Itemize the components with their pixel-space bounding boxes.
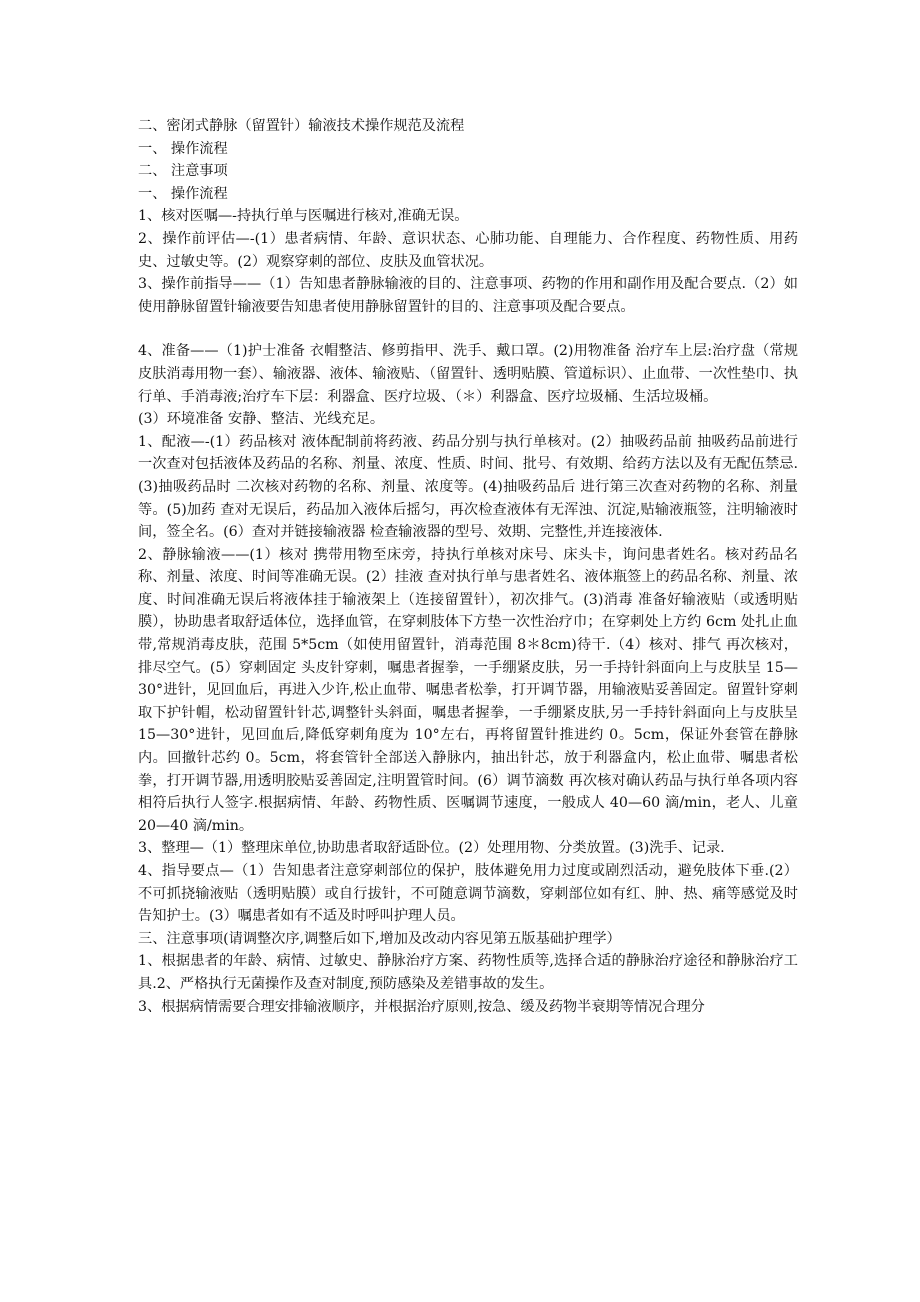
paragraph-preparation: 4、准备——（1)护士准备 衣帽整洁、修剪指甲、洗手、戴口罩。(2)用物准备 治疗车上层:治疗盘（常规皮肤消毒用物一套）、输液器、液体、输液贴、（留置针、透明贴膜、管道标识）、止血带、一次性垫巾、执行单、手消毒液;治疗车下层：利器盒、医疗垃圾、（＊）利器盒、医疗垃圾桶、生活垃圾桶。 (138, 343, 798, 405)
paragraph-pre-guidance: 3、操作前指导——（1）告知患者静脉输液的目的、注意事项、药物的作用和副作用及配合要点.（2）如使用静脉留置针输液要告知患者使用静脉留置针的目的、注意事项及配合要点。 (138, 276, 798, 315)
paragraph-environment: (3）环境准备 安静、整洁、光线充足。 (138, 411, 385, 428)
paragraph-dispensing: 1、配液—-(1）药品核对 液体配制前将药液、药品分别与执行单核对。(2）抽吸药品前 抽吸药品前进行一次查对包括液体及药品的名称、剂量、浓度、性质、时间、批号、有效期、给药方法以及有无配伍禁忌.(3)抽吸药品时 二次核对药物的名称、剂量、浓度等。(4)抽吸药品后 进行第三次查对药物的名称、剂量等。(5)加药 查对无误后，药品加入液体后摇匀，再次检查液体有无浑浊、沉淀,贴输液瓶签，注明输液时间，签全名。(6）查对并链接输液器 检查输液器的型号、效期、完整性,并连接液体. (138, 433, 798, 541)
toc-item-procedure: 一、 操作流程 (138, 140, 228, 157)
paragraph-pre-assessment: 2、操作前评估—-(1）患者病情、年龄、意识状态、心肺功能、自理能力、合作程度、药物性质、用药史、过敏史等。(2）观察穿刺的部位、皮肤及血管状况。 (138, 230, 798, 270)
toc-item-precautions: 二、 注意事项 (138, 163, 228, 180)
section-heading-precautions: 三、注意事项(请调整次序,调整后如下,增加及改动内容见第五版基础护理学） (138, 930, 621, 947)
paragraph-tidy-up: 3、整理—（1）整理床单位,协助患者取舒适卧位。(2）处理用物、分类放置。(3)洗手、记录. (138, 840, 725, 857)
blank-line (138, 318, 798, 340)
paragraph-precaution-1-2: 1、根据患者的年龄、病情、过敏史、静脉治疗方案、药物性质等,选择合适的静脉治疗途径和静脉治疗工具.2、严格执行无菌操作及查对制度,预防感染及差错事故的发生。 (138, 953, 798, 992)
paragraph-guidance-points: 4、指导要点—（1）告知患者注意穿刺部位的保护，肢体避免用力过度或剧烈活动，避免肢体下垂.(2）不可抓挠输液贴（透明贴膜）或自行拔针，不可随意调节滴数，穿刺部位如有红、肿、热、痛等感觉及时告知护士。(3）嘱患者如有不适及时呼叫护理人员。 (138, 863, 798, 925)
paragraph-infusion: 2、静脉输液——(1）核对 携带用物至床旁，持执行单核对床号、床头卡，询问患者姓名。核对药品名称、剂量、浓度、时间等准确无误。(2）挂液 查对执行单与患者姓名、液体瓶签上的药品名称、剂量、浓度、时间准确无误后将液体挂于输液架上（连接留置针），初次排气。(3)消毒 准备好输液贴（或透明贴膜），协助患者取舒适体位，选择血管，在穿刺肢体下方垫一次性治疗巾；在穿刺处上方约 6cm 处扎止血带,常规消毒皮肤，范围 5*5cm（如使用留置针，消毒范围 8＊8cm)待干.（4）核对、排气 再次核对，排尽空气。(5）穿刺固定 头皮针穿刺，嘱患者握拳，一手绷紧皮肤，另一手持针斜面向上与皮肤呈 15—30°进针，见回血后，再进入少许,松止血带、嘱患者松拳，打开调节器，用输液贴妥善固定。留置针穿刺 取下护针帽，松动留置针针芯,调整针头斜面，嘱患者握拳，一手绷紧皮肤,另一手持针斜面向上与皮肤呈 15—30°进针，见回血后,降低穿刺角度为 10°左右，再将留置针推进约 0。5cm，保证外套管在静脉内。回撤针芯约 0。5cm，将套管针全部送入静脉内，抽出针芯，放于利器盒内，松止血带、嘱患者松拳，打开调节器,用透明胶贴妥善固定,注明置管时间。(6）调节滴数 再次核对确认药品与执行单各项内容相符后执行人签字.根据病情、年龄、药物性质、医嘱调节速度，一般成人 40—60 滴/min，老人、儿童 20—40 滴/min。 (138, 546, 798, 834)
paragraph-verify-orders: 1、核对医嘱—-持执行单与医嘱进行核对,准确无误。 (138, 208, 469, 225)
paragraph-precaution-3: 3、根据病情需要合理安排输液顺序，并根据治疗原则,按急、缓及药物半衰期等情况合理分 (138, 998, 705, 1015)
document-body (138, 115, 798, 1018)
section-heading-procedure: 一、 操作流程 (138, 185, 228, 202)
document-title: 二、密闭式静脉（留置针）输液技术操作规范及流程 (138, 118, 465, 134)
